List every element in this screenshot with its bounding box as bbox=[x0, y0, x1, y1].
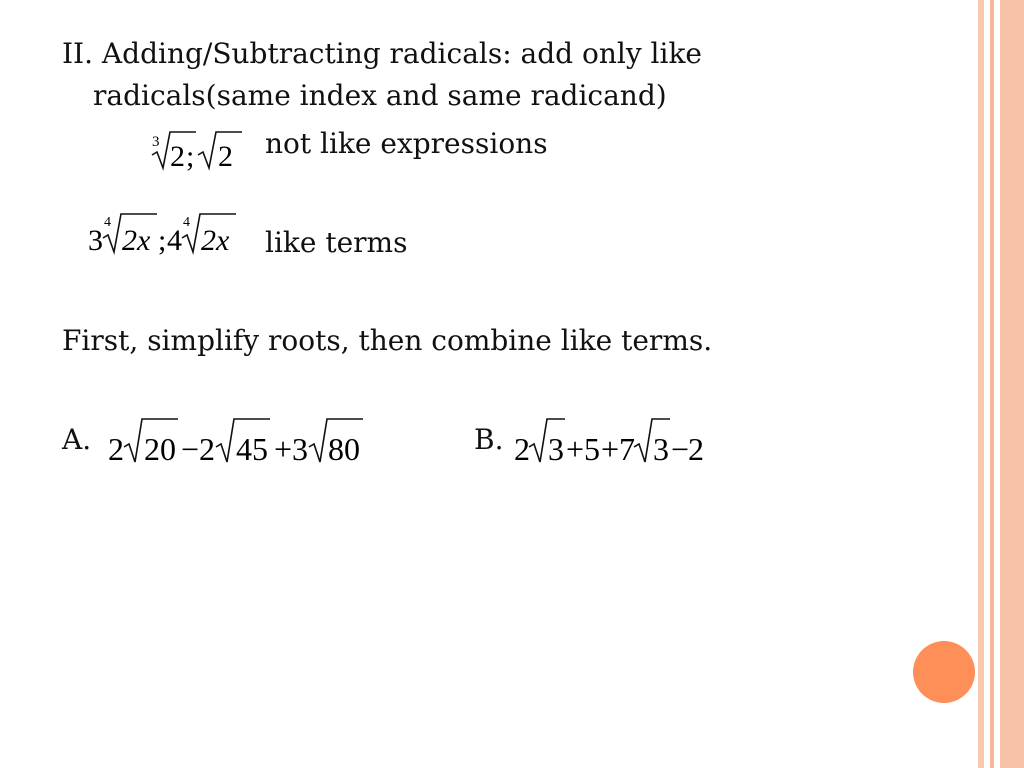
instruction-text: First, simplify roots, then combine like terms. bbox=[62, 324, 713, 357]
example1-expression bbox=[148, 128, 248, 172]
coefficient: 3 bbox=[292, 431, 308, 466]
radicand: 3 bbox=[548, 431, 564, 466]
radicand: 3 bbox=[653, 431, 669, 466]
root-index: 4 bbox=[104, 215, 111, 230]
number: 2 bbox=[688, 431, 704, 466]
problem-b-expression bbox=[512, 414, 712, 466]
operator: − bbox=[181, 431, 200, 466]
number: 5 bbox=[584, 431, 600, 466]
coefficient: 2 bbox=[514, 431, 530, 466]
coefficient: 2 bbox=[108, 431, 124, 466]
accent-circle bbox=[913, 641, 975, 703]
coefficient: 2 bbox=[199, 431, 215, 466]
radicand: 80 bbox=[328, 431, 360, 466]
separator: ; bbox=[158, 224, 167, 256]
radicand: 45 bbox=[236, 431, 268, 466]
separator: ; bbox=[186, 140, 195, 172]
heading-line-1: II. Adding/Subtracting radicals: add only like bbox=[62, 37, 702, 70]
radicand: 20 bbox=[144, 431, 176, 466]
operator: − bbox=[671, 431, 690, 466]
operator: + bbox=[566, 431, 585, 466]
radicand: 2 bbox=[218, 140, 233, 172]
example2-expression bbox=[86, 206, 246, 256]
coefficient: 7 bbox=[619, 431, 635, 466]
problem-b-label: B. bbox=[474, 423, 504, 456]
heading-line-2: radicals(same index and same radicand) bbox=[93, 79, 667, 112]
root-index: 3 bbox=[152, 134, 160, 150]
example1-description: not like expressions bbox=[265, 127, 548, 160]
coefficient: 3 bbox=[88, 224, 103, 256]
problem-a-expression bbox=[106, 414, 368, 466]
root-index: 4 bbox=[183, 215, 190, 230]
coefficient: 4 bbox=[167, 224, 182, 256]
radicand: 2x bbox=[201, 224, 230, 256]
example2-description: like terms bbox=[265, 226, 408, 259]
border-stripe bbox=[1000, 0, 1024, 768]
slide-right-border bbox=[978, 0, 1024, 768]
radicand: 2x bbox=[122, 224, 151, 256]
radicand: 2 bbox=[170, 140, 185, 172]
operator: + bbox=[274, 431, 293, 466]
problem-a-label: A. bbox=[62, 423, 92, 456]
operator: + bbox=[601, 431, 620, 466]
